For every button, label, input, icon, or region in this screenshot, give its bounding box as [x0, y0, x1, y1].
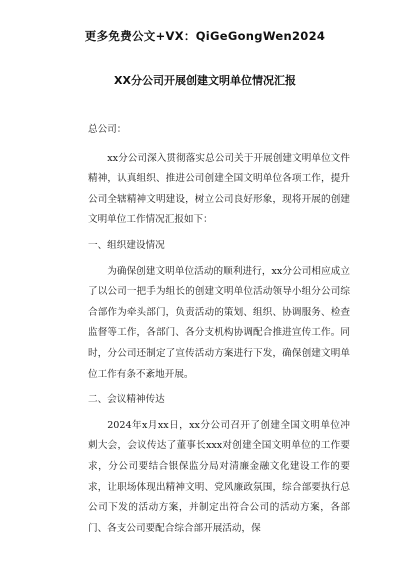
promo-banner: 更多免费公文+VX：QiGeGongWen2024	[84, 29, 326, 43]
section-heading-meeting: 二、会议精神传达	[88, 394, 165, 406]
section-heading-organization: 一、组织建设情况	[88, 239, 165, 251]
section-body-meeting: 2024年x月xx日，xx分公司召开了创建全国文明单位冲刺大会，会议传达了董事长xxx对创建全国文明单位的工作要求，分公司要结合银保监分局对清廉金融文化建设工作的要求，让职场体现出精神文明、党风廉政氛围，综合部要执行总公司下发的活动方案，并制定出符合公司的活动方案，各部门、各支公司要配合综合部开展活动，保	[88, 419, 350, 534]
salutation: 总公司：	[88, 124, 127, 135]
document-title: XX分公司开展创建文明单位情况汇报	[114, 74, 296, 87]
document-body	[88, 120, 350, 544]
intro-paragraph: xx分公司深入贯彻落实总公司关于开展创建文明单位文件精神，认真组织、推进公司创建全国文明单位各项工作，提升公司全辖精神文明建设，树立公司良好形象，现将开展的创建文明单位工作情况汇报如下：	[88, 152, 350, 226]
section-body-organization: 为确保创建文明单位活动的顺利进行，xx分公司相应成立了以公司一把手为组长的创建文明单位活动领导小组分公司综合部作为牵头部门，负责活动的策划、组织、协调服务、检查监督等工作，各部门、各分支机构协调配合推进宣传工作。同时，分公司还制定了宣传活动方案进行下发，确保创建文明单位工作有条不紊地开展。	[88, 265, 350, 380]
